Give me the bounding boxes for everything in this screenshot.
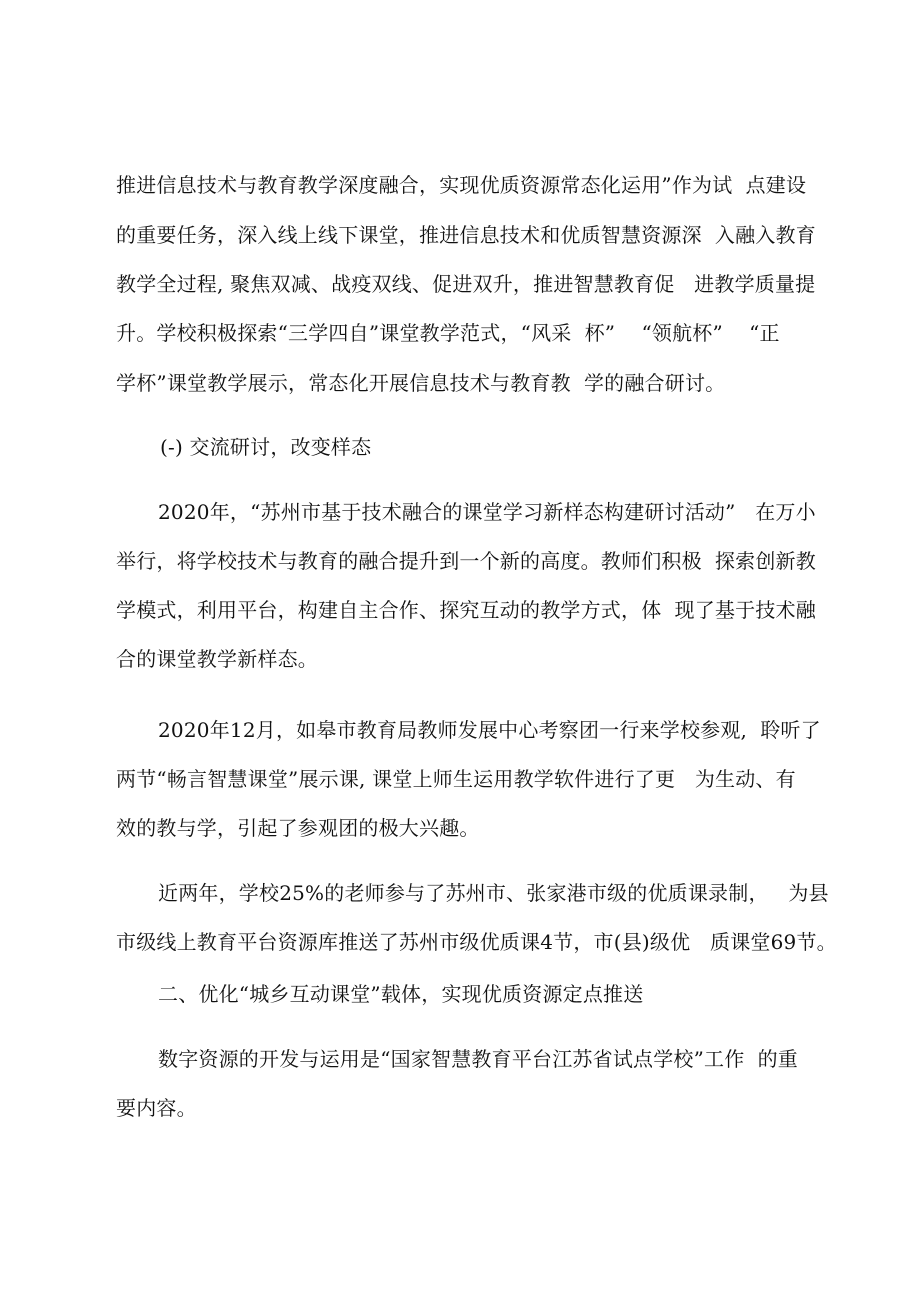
section-heading: 二、优化“城乡互动课堂”载体，实现优质资源定点推送: [158, 982, 644, 1006]
text-line: 2020年12月，如皋市教育局教师发展中心考察团一行来学校参观, 聆听了: [158, 718, 821, 742]
text-line: 的重要任务，深入线上线下课堂，推进信息技术和优质智慧资源深 入融入教育: [116, 223, 816, 247]
text-line: 要内容。: [116, 1096, 197, 1120]
text-line: 举行，将学校技术与教育的融合提升到一个新的高度。教师们积极 探索创新教: [116, 549, 816, 573]
text-line: 近两年，学校25%的老师参与了苏州市、张家港市级的优质课录制， 为县: [158, 881, 829, 905]
text-line: 市级线上教育平台资源库推送了苏州市级优质课4节，市(县)级优 质课堂69节。: [116, 930, 837, 954]
text-line: 两节“畅言智慧课堂”展示课, 课堂上师生运用教学软件进行了更 为生动、有: [116, 767, 796, 791]
text-line: 数字资源的开发与运用是“国家智慧教育平台江苏省试点学校”工作 的重: [158, 1047, 798, 1071]
text-line: 合的课堂教学新样态。: [116, 647, 318, 671]
text-line: 推进信息技术与教育教学深度融合，实现优质资源常态化运用”作为试 点建设: [116, 173, 807, 197]
text-line: 教学全过程, 聚焦双减、战疫双线、促进双升，推进智慧教育促 进教学质量提: [116, 272, 816, 296]
text-line: 学模式，利用平台，构建自主合作、探究互动的教学方式，体 现了基于技术融: [116, 598, 816, 622]
section-heading: (-) 交流研讨，改变样态: [160, 435, 372, 459]
text-line: 学杯”课堂教学展示，常态化开展信息技术与教育教 学的融合研讨。: [116, 371, 726, 395]
text-line: 升。学校积极探索“三学四自”课堂教学范式，“风采 杯” “领航杯” “正: [116, 321, 780, 345]
text-line: 效的教与学，引起了参观团的极大兴趣。: [116, 816, 480, 840]
text-line: 2020年，“苏州市基于技术融合的课堂学习新样态构建研讨活动” 在万小: [158, 500, 816, 524]
